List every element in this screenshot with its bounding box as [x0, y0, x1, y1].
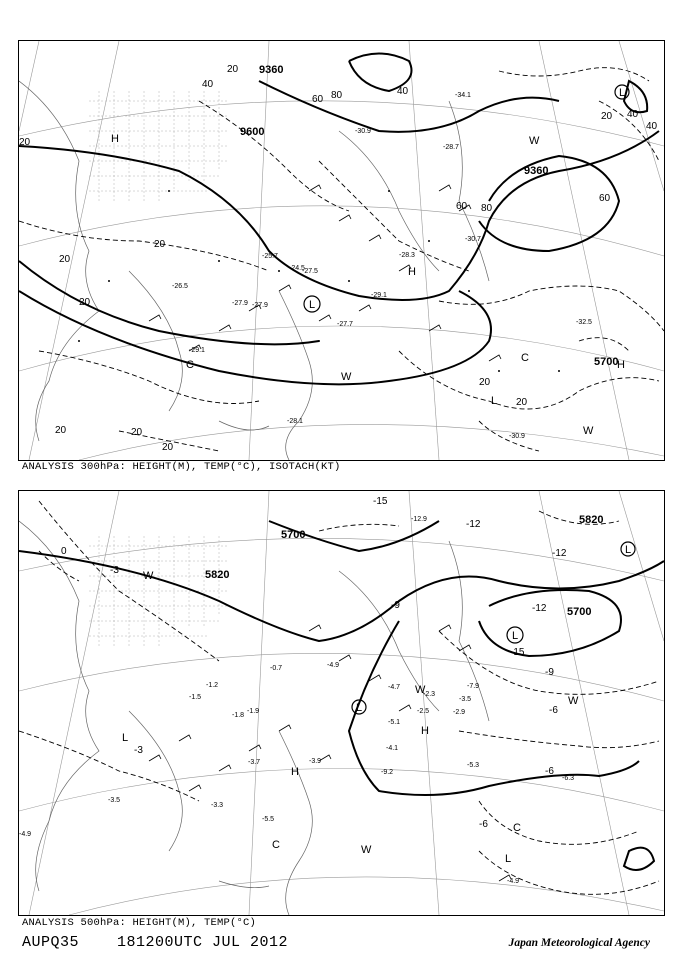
- pressure-center: L: [309, 299, 316, 311]
- temperature-value: -0.7: [270, 665, 283, 672]
- temperature-value: -2.9: [453, 709, 466, 716]
- temperature-value: -24.5: [289, 265, 305, 272]
- temperature-contour-label: -6: [549, 705, 558, 716]
- isotach-label: 40: [646, 121, 658, 132]
- isotach-label: 20: [154, 239, 166, 250]
- temperature-value: -27.5: [302, 268, 318, 275]
- pressure-center: W: [583, 425, 594, 437]
- temperature-contour-label: -12: [466, 519, 481, 530]
- temperature-value: -3.5: [459, 696, 472, 703]
- height-label: 5820: [579, 514, 604, 526]
- temperature-value: -2.3: [423, 691, 436, 698]
- pressure-center: L: [505, 853, 512, 865]
- isotach-label: 20: [55, 425, 67, 436]
- height-label: 9360: [259, 64, 284, 76]
- isotach-label: 20: [227, 64, 239, 75]
- map-panel-500hpa: [18, 490, 665, 916]
- pressure-center: L: [491, 395, 498, 407]
- pressure-center: C: [521, 352, 529, 364]
- isotach-label: 20: [131, 427, 143, 438]
- isotach-label: 80: [481, 203, 493, 214]
- temperature-value: -5.1: [388, 719, 401, 726]
- temperature-contour-label: -15: [373, 496, 388, 507]
- map-panel-300hpa: [18, 40, 665, 461]
- pressure-center: L: [619, 87, 626, 99]
- temperature-value: -5.5: [262, 816, 275, 823]
- temperature-value: -27.9: [232, 300, 248, 307]
- pressure-center: W: [143, 570, 154, 582]
- temperature-value: -28.3: [399, 252, 415, 259]
- temperature-value: -34.1: [455, 92, 471, 99]
- pressure-center: C: [272, 839, 280, 851]
- isotach-label: 20: [162, 442, 174, 453]
- height-label: 5820: [205, 569, 230, 581]
- temperature-contour-label: -9: [391, 600, 400, 611]
- pressure-center: H: [421, 725, 429, 737]
- temperature-value: -12.9: [411, 516, 427, 523]
- temperature-value: -9.2: [381, 769, 394, 776]
- pressure-center: H: [111, 133, 119, 145]
- temperature-value: -7.9: [467, 683, 480, 690]
- isotach-label: 60: [599, 193, 611, 204]
- isotach-label: 20: [59, 254, 71, 265]
- temperature-value: -4.1: [386, 745, 399, 752]
- isotach-contours: [19, 68, 664, 451]
- pressure-center: H: [617, 359, 625, 371]
- hatched-region: [89, 91, 229, 201]
- height-label: 9600: [240, 126, 265, 138]
- agency-name: Japan Meteorological Agency: [508, 937, 650, 949]
- height-label: 5700: [567, 606, 592, 618]
- isotach-label: 20: [19, 137, 31, 148]
- height-label: 9360: [524, 165, 549, 177]
- isotach-label: 40: [202, 79, 214, 90]
- temperature-value: -1.9: [247, 708, 260, 715]
- isotach-label: 20: [479, 377, 491, 388]
- panel-caption-300hpa: ANALYSIS 300hPa: HEIGHT(M), TEMP(°C), ISOTACH(KT): [22, 461, 341, 473]
- temperature-value: -30.7: [465, 236, 481, 243]
- temperature-value: -1.2: [206, 682, 219, 689]
- temperature-contour-label: -6: [545, 766, 554, 777]
- chart-identifier: AUPQ35 181200UTC JUL 2012: [22, 934, 289, 951]
- pressure-center: C: [513, 822, 521, 834]
- height-contours: [19, 54, 659, 385]
- pressure-center: H: [408, 266, 416, 278]
- pressure-center: W: [529, 135, 540, 147]
- temperature-value: -1.5: [189, 694, 202, 701]
- station-dots: [78, 190, 560, 372]
- temperature-contour-label: 0: [61, 546, 67, 557]
- temperature-contour-label: -3: [134, 745, 143, 756]
- temperature-value: -4.9: [507, 878, 520, 885]
- temperature-value: -5.3: [467, 762, 480, 769]
- temperature-value: -3.5: [108, 797, 121, 804]
- temperature-value: -30.9: [355, 128, 371, 135]
- pressure-center: L: [122, 732, 129, 744]
- temperature-value: -6.3: [562, 775, 575, 782]
- temperature-value: -27.9: [252, 302, 268, 309]
- coastline: [19, 521, 489, 915]
- temperature-value: -26.5: [172, 283, 188, 290]
- pressure-center: W: [415, 684, 426, 696]
- temperature-value: -3.7: [248, 759, 261, 766]
- temperature-value: -1.8: [232, 712, 245, 719]
- temperature-contour-label: -6: [479, 819, 488, 830]
- isotach-label: 20: [516, 397, 528, 408]
- pressure-center: C: [186, 359, 194, 371]
- temperature-contour-label: -9: [545, 667, 554, 678]
- pressure-center: L: [356, 702, 363, 714]
- temperature-contour-label: -12: [552, 548, 567, 559]
- temperature-value: -4.7: [388, 684, 401, 691]
- isotach-label: 60: [312, 94, 324, 105]
- temperature-value: -29.1: [371, 292, 387, 299]
- temperature-value: -30.9: [509, 433, 525, 440]
- temperature-value: -28.1: [287, 418, 303, 425]
- temperature-value: -3.3: [211, 802, 224, 809]
- pressure-center: W: [568, 695, 579, 707]
- isotach-label: 20: [601, 111, 613, 122]
- isotach-label: 40: [627, 109, 639, 120]
- pressure-center: H: [291, 766, 299, 778]
- temperature-value: -25.7: [262, 253, 278, 260]
- temperature-value: -4.9: [19, 831, 32, 838]
- temperature-value: -2.5: [417, 708, 430, 715]
- pressure-center: L: [625, 544, 632, 556]
- temperature-value: -27.7: [337, 321, 353, 328]
- temperature-value: -32.5: [576, 319, 592, 326]
- pressure-center: W: [341, 371, 352, 383]
- temperature-value: -28.7: [443, 144, 459, 151]
- graticule: [19, 41, 664, 460]
- hatched-region: [89, 536, 229, 646]
- temperature-value: -3.9: [309, 758, 322, 765]
- temperature-contour-label: -15: [510, 647, 525, 658]
- isotach-label: 20: [79, 297, 91, 308]
- pressure-center: W: [361, 844, 372, 856]
- height-label: 5700: [281, 529, 306, 541]
- temperature-value: -4.9: [327, 662, 340, 669]
- isotach-label: 60: [456, 201, 468, 212]
- temperature-value: -29.1: [189, 347, 205, 354]
- height-label: 5700: [594, 356, 619, 368]
- isotach-label: 40: [397, 86, 409, 97]
- isotach-label: 80: [331, 90, 343, 101]
- temperature-contour-label: -12: [532, 603, 547, 614]
- panel-caption-500hpa: ANALYSIS 500hPa: HEIGHT(M), TEMP(°C): [22, 917, 257, 929]
- temperature-contour-label: -3: [110, 565, 119, 576]
- pressure-center: L: [512, 630, 519, 642]
